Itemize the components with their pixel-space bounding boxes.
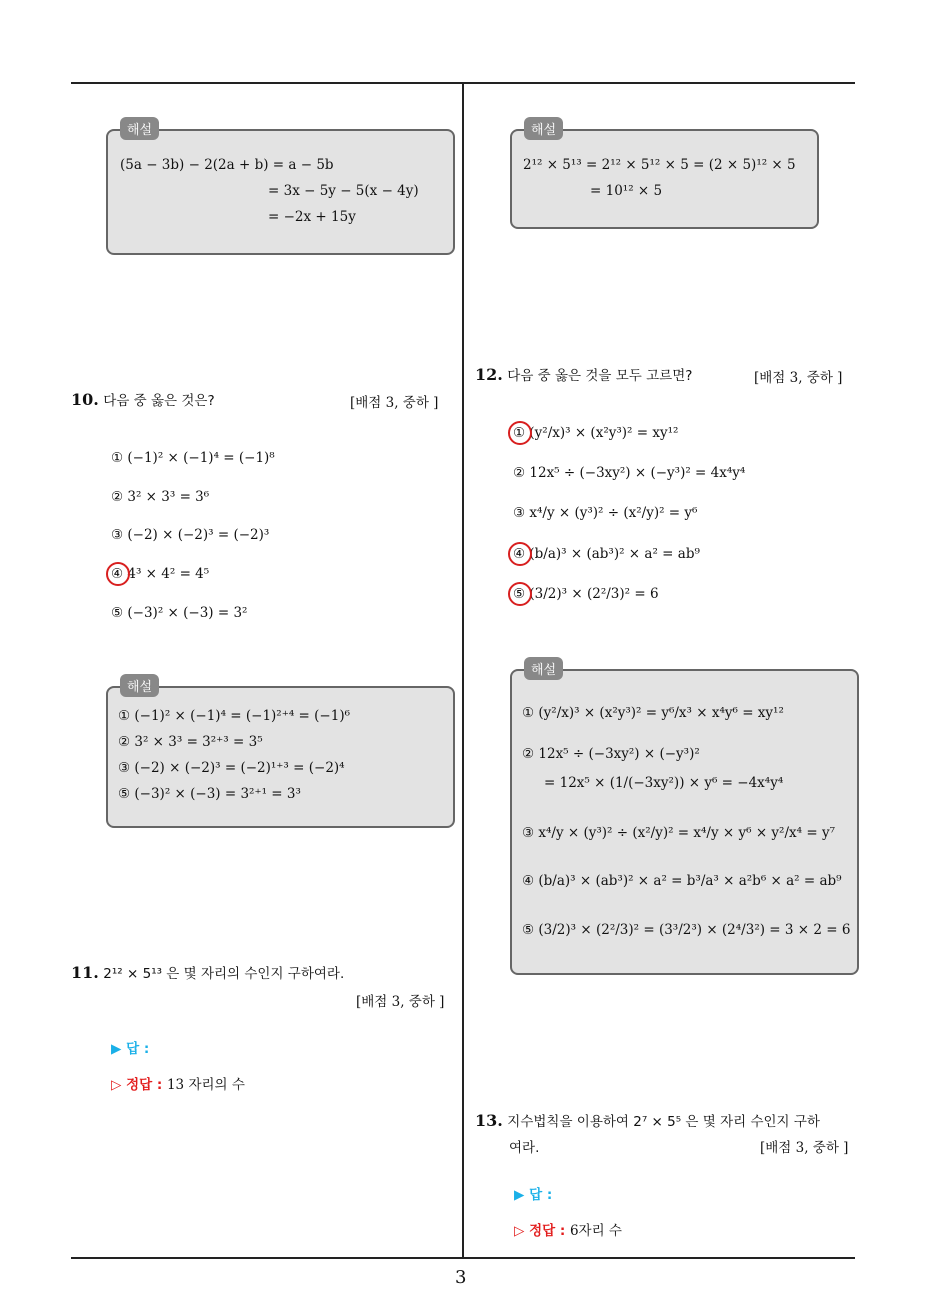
q10-header (71, 389, 215, 409)
q12-option-5[interactable]: ⑤ (3/2)³ × (2²/3)² = 6 (513, 586, 659, 602)
q11-correct-answer (111, 1073, 245, 1093)
explanation-tag: 해설 (524, 657, 563, 680)
q11-points: [배점 3, 중하 ] (356, 994, 445, 1010)
q12-number: 12. (475, 365, 503, 384)
q12-option-3[interactable]: ③ x⁴/y × (y³)² ÷ (x²/y)² = y⁶ (513, 505, 698, 521)
q10-expl-line: ⑤ (−3)² × (−3) = 3²⁺¹ = 3³ (118, 786, 301, 802)
correct-mark-icon (508, 421, 532, 445)
q13-number: 13. (475, 1111, 503, 1130)
q10-text: 다음 중 옳은 것은? (103, 393, 215, 409)
column-divider (462, 82, 464, 1258)
q12-expl-line: ① (y²/x)³ × (x²y³)² = y⁶/x³ × x⁴y⁶ = xy¹² (522, 705, 784, 721)
q10-option-1[interactable]: ① (−1)² × (−1)⁴ = (−1)⁸ (111, 450, 275, 466)
q9-expl-line: = −2x + 15y (268, 209, 356, 225)
q13-header (475, 1110, 820, 1130)
q12-text: 다음 중 옳은 것을 모두 고르면? (507, 368, 693, 384)
q12-header (475, 364, 692, 384)
q11-explanation-box (510, 129, 819, 229)
q12-expl-line: = 12x⁵ × (1/(−3xy²)) × y⁶ = −4x⁴y⁴ (544, 775, 784, 791)
explanation-tag: 해설 (120, 117, 159, 140)
q12-option-1[interactable]: ① (y²/x)³ × (x²y³)² = xy¹² (513, 425, 679, 441)
q13-correct-label: ▷ 정답 : (514, 1223, 566, 1239)
q13-answer-field[interactable]: ▶ 답 : (514, 1187, 553, 1203)
q11-header (71, 962, 344, 982)
q12-expl-line: ③ x⁴/y × (y³)² ÷ (x²/y)² = x⁴/y × y⁶ × y²/x⁴ = y⁷ (522, 825, 835, 841)
q10-points: [배점 3, 중하 ] (350, 395, 439, 411)
correct-mark-icon (106, 562, 130, 586)
q12-option-4[interactable]: ④ (b/a)³ × (ab³)² × a² = ab⁹ (513, 546, 700, 562)
page-number: 3 (455, 1267, 467, 1288)
q12-expl-line: ② 12x⁵ ÷ (−3xy²) × (−y³)² (522, 746, 700, 762)
q11-number: 11. (71, 963, 99, 982)
correct-mark-icon (508, 542, 532, 566)
q11-correct-label: ▷ 정답 : (111, 1077, 163, 1093)
explanation-tag: 해설 (120, 674, 159, 697)
q11-expl-line: = 10¹² × 5 (590, 183, 663, 199)
q10-expl-line: ② 3² × 3³ = 3²⁺³ = 3⁵ (118, 734, 263, 750)
q11-answer-field[interactable]: ▶ 답 : (111, 1041, 150, 1057)
q10-expl-line: ① (−1)² × (−1)⁴ = (−1)²⁺⁴ = (−1)⁶ (118, 708, 350, 724)
q12-expl-line: ⑤ (3/2)³ × (2²/3)² = (3³/2³) × (2⁴/3²) = 3 × 2 = 6 (522, 922, 851, 938)
q13-points: [배점 3, 중하 ] (760, 1140, 849, 1156)
q11-expl-line: 2¹² × 5¹³ = 2¹² × 5¹² × 5 = (2 × 5)¹² × 5 (523, 157, 796, 173)
q12-expl-line: ④ (b/a)³ × (ab³)² × a² = b³/a³ × a²b⁶ × a² = ab⁹ (522, 873, 842, 889)
q13-text: 지수법칙을 이용하여 2⁷ × 5⁵ 은 몇 자리 수인지 구하 (507, 1114, 820, 1130)
q12-points: [배점 3, 중하 ] (754, 370, 843, 386)
q10-option-2[interactable]: ② 3² × 3³ = 3⁶ (111, 489, 210, 505)
q10-number: 10. (71, 390, 99, 409)
bottom-rule (71, 1257, 855, 1259)
q9-expl-line: (5a − 3b) − 2(2a + b) = a − 5b (120, 157, 334, 173)
q13-text-cont: 여라. (509, 1140, 540, 1156)
correct-mark-icon (508, 582, 532, 606)
q13-correct-answer (514, 1219, 622, 1239)
q11-text: 2¹² × 5¹³ 은 몇 자리의 수인지 구하여라. (103, 966, 345, 982)
q11-correct-value: 13 자리의 수 (166, 1077, 245, 1093)
q12-option-2[interactable]: ② 12x⁵ ÷ (−3xy²) × (−y³)² = 4x⁴y⁴ (513, 465, 746, 481)
q10-option-5[interactable]: ⑤ (−3)² × (−3) = 3² (111, 605, 248, 621)
explanation-tag: 해설 (524, 117, 563, 140)
q10-option-4[interactable]: ④ 4³ × 4² = 4⁵ (111, 566, 210, 582)
q9-expl-line: = 3x − 5y − 5(x − 4y) (268, 183, 419, 199)
q10-expl-line: ③ (−2) × (−2)³ = (−2)¹⁺³ = (−2)⁴ (118, 760, 345, 776)
q10-option-3[interactable]: ③ (−2) × (−2)³ = (−2)³ (111, 527, 270, 543)
q13-correct-value: 6자리 수 (569, 1223, 622, 1239)
